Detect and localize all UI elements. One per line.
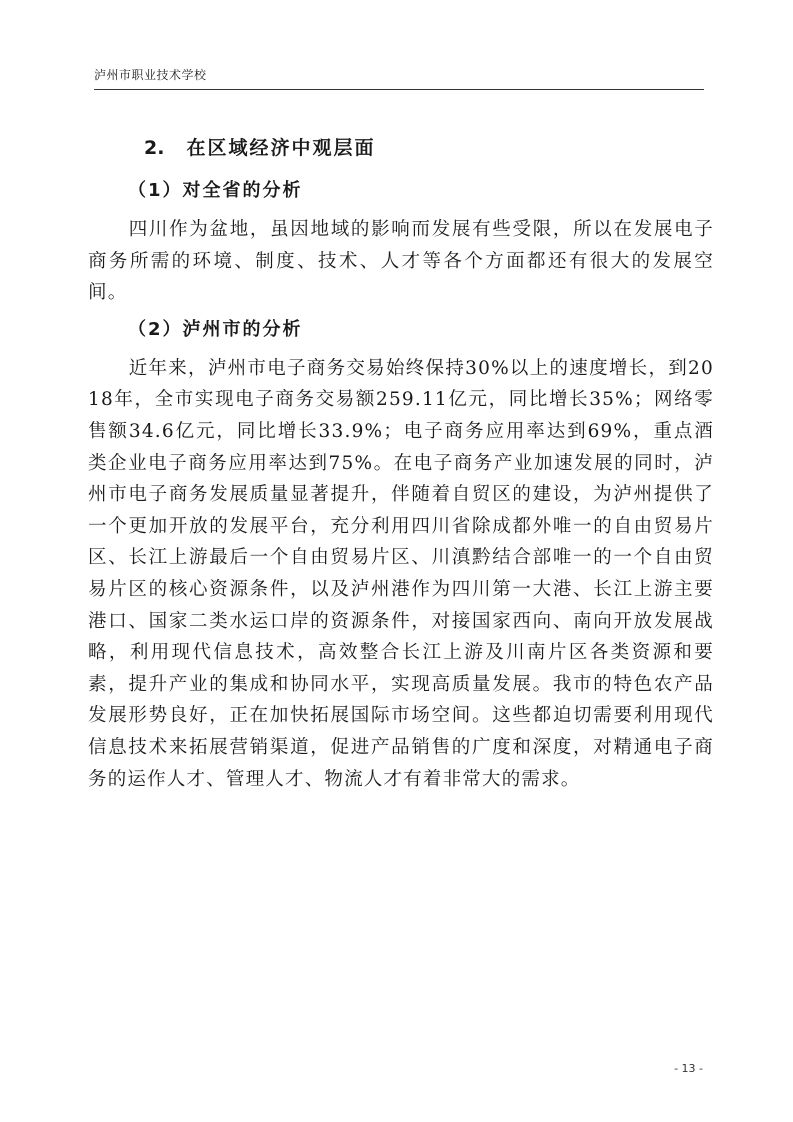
subsection-1-paragraph: 四川作为盆地，虽因地域的影响而发展有些受限，所以在发展电子商务所需的环境、制度、技术、人才等各个方面都还有很大的发展空间。: [88, 219, 714, 304]
header-school-name: 泸州市职业技术学校: [94, 68, 207, 82]
document-body: [88, 135, 714, 799]
subsection-2-heading: （2）泸州市的分析: [128, 318, 303, 340]
section-heading: [144, 135, 714, 161]
section-title: 在区域经济中观层面: [186, 137, 376, 159]
page-header: [94, 64, 704, 90]
subsection-1-heading: （1）对全省的分析: [128, 180, 303, 201]
subsection-2-paragraph: 近年来，泸州市电子商务交易始终保持30%以上的速度增长，到2018年，全市实现电子商务交易额259.11亿元，同比增长35%；网络零售额34.6亿元，同比增长33.9%；电子商务应用率达到69%，重点酒类企业电子商务应用率达到75%。在电子商务产业加速发展的同时，泸州市电子商务发展质量显著提升，伴随着自贸区的建设，为泸州提供了一个更加开放的发展平台，充分利用四川省除成都外唯一的自由贸易片区、长江上游最后一个自由贸易片区、川滇黔结合部唯一的一个自由贸易片区的核心资源条件，以及泸州港作为四川第一大港、长江上游主要港口、国家二类水运口岸的资源条件，对接国家西向、南向开放发展战略，利用现代信息技术，高效整合长江上游及川南片区各类资源和要素，提升产业的集成和协同水平，实现高质量发展。我市的特色农产品发展形势良好，正在加快拓展国际市场空间。这些都迫切需要利用现代信息技术来拓展营销渠道，促进产品销售的广度和深度，对精通电子商务的运作人才、管理人才、物流人才有着非常大的需求。: [88, 357, 714, 790]
page-number: - 13 -: [674, 1062, 703, 1075]
section-number: 2.: [144, 137, 165, 159]
